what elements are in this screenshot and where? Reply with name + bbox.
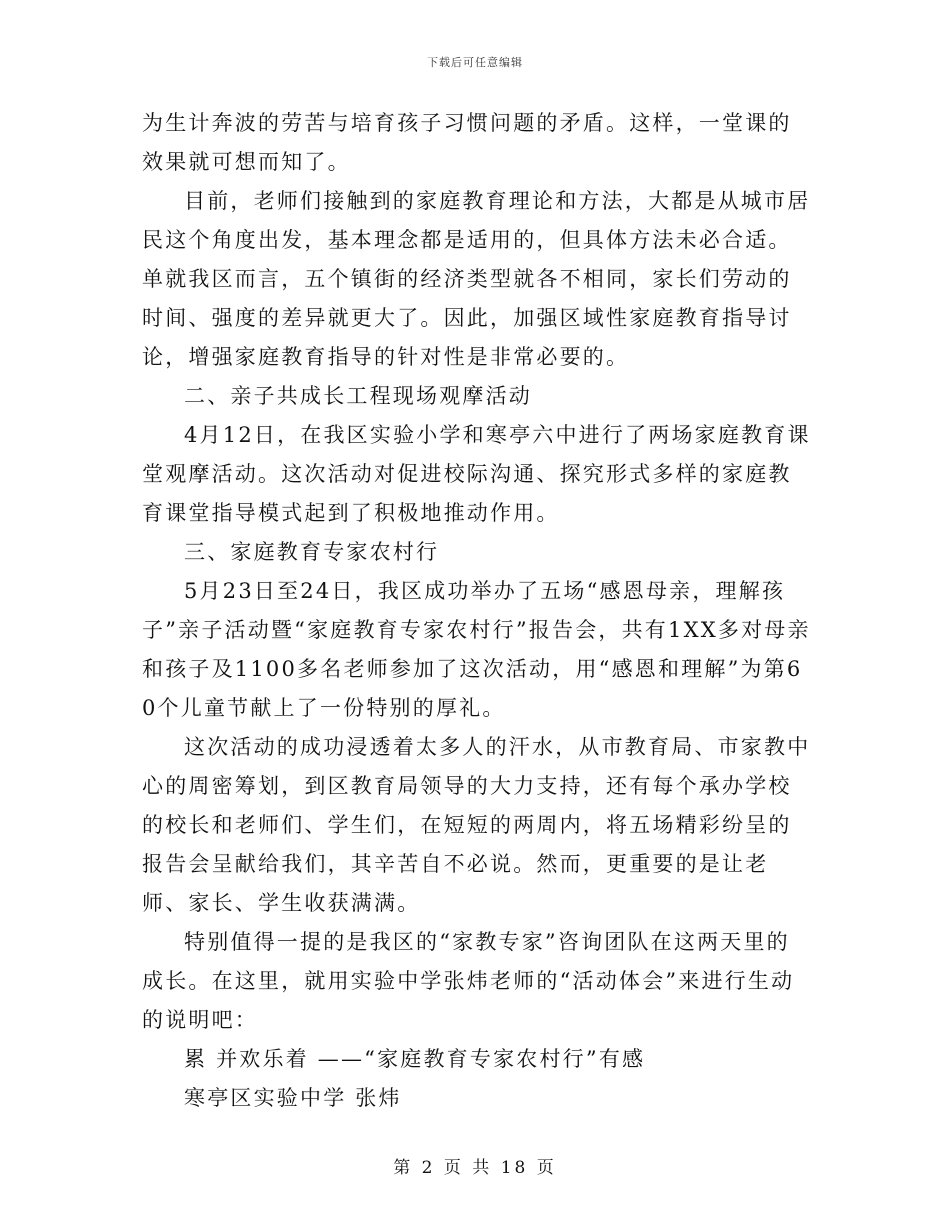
document-body	[142, 104, 812, 1118]
section-heading-experts-rural: 三、家庭教育专家农村行	[184, 540, 440, 564]
section-heading-parent-child: 二、亲子共成长工程现场观摩活动	[184, 384, 532, 408]
paragraph-continuation: 为生计奔波的劳苦与培育孩子习惯问题的矛盾。这样，一堂课的效果就可想而知了。	[142, 111, 792, 174]
page-number-footer: 第 2 页 共 18 页	[393, 1158, 557, 1178]
paragraph-activity-success: 这次活动的成功浸透着太多人的汗水，从市教育局、市家教中心的周密筹划，到区教育局领导的大力支持，还有每个承办学校的校长和老师们、学生们，在短短的两周内，将五场精彩纷呈的报告会呈献给我们，其辛苦自不必说。然而，更重要的是让老师、家长、学生收获满满。	[142, 735, 811, 915]
article-author-line: 寒亭区实验中学 张炜	[184, 1086, 402, 1110]
paragraph-family-education-theory: 目前，老师们接触到的家庭教育理论和方法，大都是从城市居民这个角度出发，基本理念都是适用的，但具体方法未必合适。单就我区而言，五个镇街的经济类型就各不相同，家长们劳动的时间、强度的差异就更大了。因此，加强区域性家庭教育指导讨论，增强家庭教育指导的针对性是非常必要的。	[142, 189, 811, 369]
article-title-line: 累 并欢乐着 ——“家庭教育专家农村行”有感	[184, 1047, 646, 1071]
paragraph-report-meetings: 5月23日至24日，我区成功举办了五场“感恩母亲，理解孩子”亲子活动暨“家庭教育专家农村行”报告会，共有1XX多对母亲和孩子及1100多名老师参加了这次活动，用“感恩和理解”为第60个儿童节献上了一份特别的厚礼。	[142, 579, 811, 720]
paragraph-observation-activity: 4月12日，在我区实验小学和寒亭六中进行了两场家庭教育课堂观摩活动。这次活动对促进校际沟通、探究形式多样的家庭教育课堂指导模式起到了积极地推动作用。	[142, 423, 811, 525]
page-header-note: 下载后可任意编辑	[427, 56, 523, 69]
paragraph-consulting-team: 特别值得一提的是我区的“家教专家”咨询团队在这两天里的成长。在这里，就用实验中学张炜老师的“活动体会”来进行生动的说明吧：	[142, 930, 795, 1032]
